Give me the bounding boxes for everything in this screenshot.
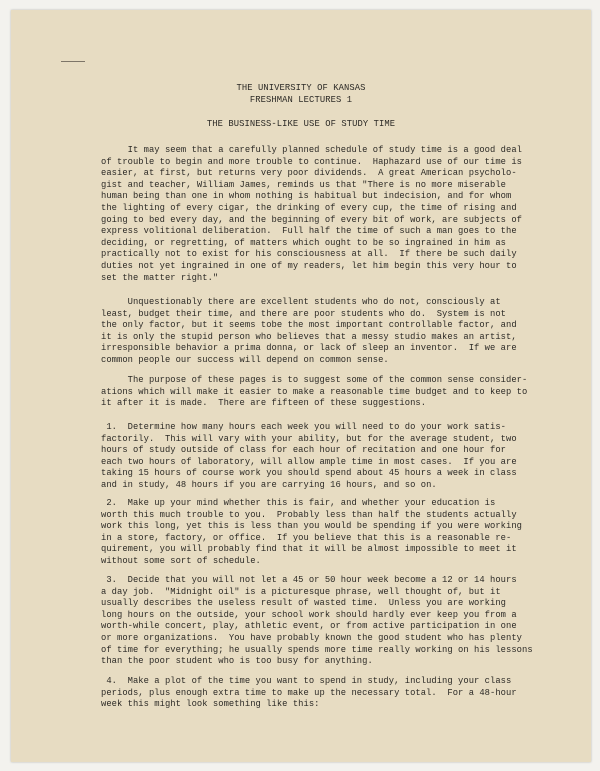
paragraph-item-1 — [101, 422, 541, 492]
text-line: factorily. This will vary with your ability, but for the average student, two — [101, 433, 517, 444]
text-line: common people our success will depend on common sense. — [101, 354, 389, 365]
paragraph-purpose — [101, 375, 541, 410]
text-line: hours of study outside of class for each hour of recitation and one hour for — [101, 445, 507, 456]
text-line: periods, plus enough extra time to make up the necessary total. For a 48-hour — [101, 687, 517, 698]
text-line: quirement, you will probably find that it will be almost impossible to meet it — [101, 544, 517, 555]
text-line: gist and teacher, William James, reminds us that "There is no more miserable — [101, 179, 507, 190]
text-line: The purpose of these pages is to suggest some of the common sense consider- — [101, 375, 528, 385]
text-line: irresponsible behavior a prima donna, or lack of sleep an inventor. If we are — [101, 343, 517, 354]
text-line: set the matter right." — [101, 272, 219, 283]
paragraph-unquestionably — [101, 297, 541, 367]
text-line: taking 15 hours of course work you should spend about 45 hours a week in class — [101, 468, 517, 479]
text-line: than the poor student who is too busy for anything. — [101, 656, 373, 667]
text-line: worth this much trouble to you. Probably less than half the students actually — [101, 509, 517, 520]
text-line: week this might look something like this: — [101, 699, 320, 710]
text-line: It may seem that a carefully planned schedule of study time is a good deal — [101, 145, 522, 155]
text-line: it is only the stupid person who believes that a messy studio makes an artist, — [101, 331, 517, 342]
paragraph-item-4 — [101, 676, 541, 711]
text-line: human being than one in whom nothing is habitual but indecision, and for whom — [101, 191, 512, 202]
paragraph-intro — [101, 145, 541, 284]
university-name: THE UNIVERSITY OF KANSAS — [236, 83, 366, 93]
text-line: a day job. "Midnight oil" is a picturesque phrase, well thought of, but it — [101, 586, 501, 597]
text-line: 2. Make up your mind whether this is fair, and whether your education is — [101, 498, 496, 508]
text-line: each two hours of laboratory, will allow ample time in most cases. If you are — [101, 456, 517, 467]
text-line: of time for everything; he usually spends more time really working on his lessons — [101, 644, 533, 655]
text-line: without some sort of schedule. — [101, 555, 261, 566]
document-page — [11, 10, 591, 762]
text-line: the only factor, but it seems tobe the most important controllable factor, and — [101, 320, 517, 331]
margin-mark — [61, 61, 85, 62]
text-line: and in study, 48 hours if you are carrying 16 hours, and so on. — [101, 479, 437, 490]
text-line: work this long, yet this is less than you would be spending if you were working — [101, 521, 522, 532]
text-line: 1. Determine how many hours each week you will need to do your work satis- — [101, 422, 507, 432]
text-line: 3. Decide that you will not let a 45 or 50 hour week become a 12 or 14 hours — [101, 575, 517, 585]
text-line: or more organizations. You have probably known the good student who has plenty — [101, 632, 522, 643]
text-line: going to bed every day, and the beginning of every bit of work, are subjects of — [101, 214, 522, 225]
text-line: Unquestionably there are excellent students who do not, consciously at — [101, 297, 501, 307]
text-line: in a store, factory, or office. If you believe that this is a reasonable re- — [101, 532, 512, 543]
text-line: ations which will make it easier to make a reasonable time budget and to keep to — [101, 386, 528, 397]
text-line: duties not yet ingrained in one of my readers, let him begin this very hour to — [101, 260, 517, 271]
lecture-series: FRESHMAN LECTURES 1 — [249, 95, 353, 105]
text-line: worth-while concert, play, athletic event, or from active participation in one — [101, 621, 517, 632]
text-line: 4. Make a plot of the time you want to spend in study, including your class — [101, 676, 512, 686]
paragraph-item-3 — [101, 575, 541, 668]
text-line: least, budget their time, and there are poor students who do. System is not — [101, 308, 507, 319]
text-line: deciding, or regretting, of matters which ought to be so ingrained in him as — [101, 237, 507, 248]
text-line: easier, at first, but returns very poor dividends. A great American psycholo- — [101, 168, 517, 179]
text-line: express volitional deliberation. Full half the time of such a man goes to the — [101, 226, 517, 237]
text-line: of trouble to begin and more trouble to continue. Haphazard use of our time is — [101, 156, 522, 167]
document-title: THE BUSINESS-LIKE USE OF STUDY TIME — [206, 119, 396, 129]
text-line: practically not to exist for his consciousness at all. If there be such daily — [101, 249, 517, 260]
paragraph-item-2 — [101, 498, 541, 568]
text-line: it after it is made. There are fifteen of these suggestions. — [101, 398, 427, 409]
text-line: usually describes the useless result of wasted time. Unless you are working — [101, 598, 507, 609]
text-line: the lighting of every cigar, the drinking of every cup, the time of rising and — [101, 202, 517, 213]
text-line: long hours on the outside, your school work should hardly ever keep you from a — [101, 609, 517, 620]
